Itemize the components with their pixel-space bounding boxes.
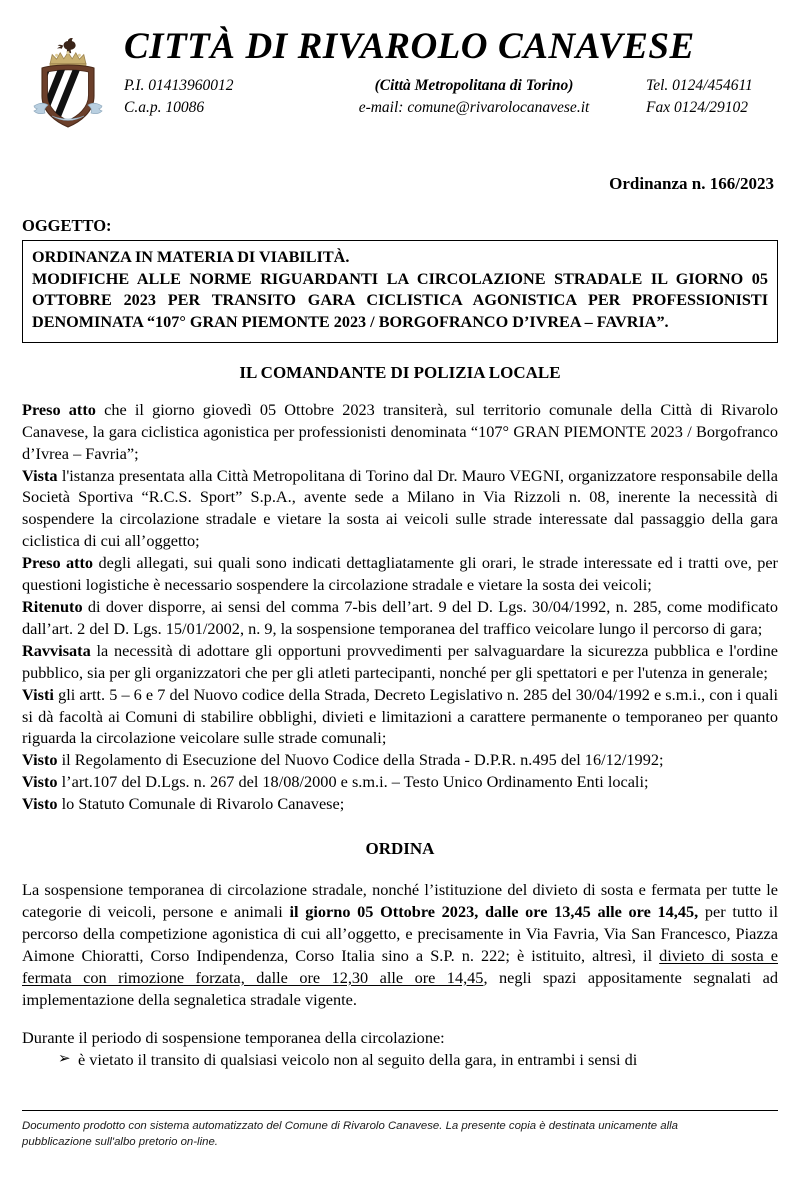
province-label: (Città Metropolitana di Torino) (374, 76, 574, 94)
preamble-text: il Regolamento di Esecuzione del Nuovo Codice della Strada - D.P.R. n.495 del 16/12/1992; (57, 750, 664, 770)
postal-code: C.a.p. 10086 (124, 99, 205, 117)
document-header (22, 0, 778, 144)
preamble-lead: Ritenuto (22, 596, 83, 616)
preamble-text: l'istanza presentata alla Città Metropolitana di Torino dal Dr. Mauro VEGNI, organizzatore responsabile della Società Sportiva “R.C.S. Sport” S.p.A., avente sede a Milano in Via Rizzoli n. 08, inerente la necessità di sospendere la circolazione stradale e vietare la sosta ai veicoli sulle strade interessate dal passaggio della gara ciclistica di cui all’oggetto; (22, 465, 778, 551)
during-intro: Durante il periodo di sospensione temporanea della circolazione: (22, 1028, 445, 1048)
order-section (22, 879, 778, 1010)
preamble-text: lo Statuto Comunale di Rivarolo Canavese; (57, 794, 345, 814)
footer-divider (22, 1110, 778, 1111)
preamble-text: l’art.107 del D.Lgs. n. 267 del 18/08/2000 e s.m.i. – Testo Unico Ordinamento Enti locali; (57, 772, 649, 792)
preamble-lead: Visto (22, 750, 58, 770)
ordinance-number: Ordinanza n. 166/2023 (609, 174, 774, 193)
title-word-canavese: CANAVESE (498, 26, 695, 67)
order-removal-underlined: divieto di sosta e fermata con rimozione forzata, dalle ore 12,30 alle ore 14,45 (22, 945, 778, 987)
contact-row-2 (124, 97, 778, 119)
preamble-lead: Visto (22, 772, 58, 792)
preamble-item (22, 640, 778, 684)
commander-heading: IL COMANDANTE DI POLIZIA LOCALE (239, 362, 561, 382)
during-bullet-list (22, 1049, 778, 1071)
preamble-text: la necessità di adottare gli opportuni provvedimenti per salvaguardare la sicurezza pubblica e l'ordine pubblico, sia per gli organizzatori che per gli atleti partecipanti, nonché per gli spettatori e per l'utenza in generale; (22, 640, 778, 682)
fax-number: Fax 0124/29102 (646, 99, 749, 117)
vat-number: P.I. 01413960012 (124, 76, 234, 94)
ordina-heading: ORDINA (365, 839, 435, 859)
preamble-item (22, 771, 778, 793)
telephone: Tel. 0124/454611 (646, 76, 753, 94)
list-item-text: è vietato il transito di qualsiasi veicolo non al seguito della gara, in entrambi i sensi di (78, 1050, 638, 1070)
order-paragraph (22, 879, 778, 1010)
order-text-part1: La sospensione temporanea di circolazione stradale, nonché l’istituzione del divieto di sosta e fermata per tutte le categorie di veicoli, persone e animali (22, 880, 778, 921)
preamble-lead: Ravvisata (22, 640, 91, 660)
title-word-rivarolo: RIVAROLO (297, 26, 489, 67)
preamble-lead: Vista (22, 465, 58, 485)
page-title (124, 28, 778, 66)
coat-of-arms-crest (22, 26, 114, 134)
preamble-item (22, 749, 778, 771)
crown-icon (50, 51, 86, 67)
order-datetime-bold: il giorno 05 Ottobre 2023, dalle ore 13,45 alle ore 14,45, (289, 901, 699, 921)
preamble-lead: Preso atto (22, 399, 96, 419)
preamble-lead: Visto (22, 794, 58, 814)
preamble-item (22, 684, 778, 750)
preamble-item (22, 596, 778, 640)
footer-line-2: pubblicazione sull'albo pretorio on-line. (22, 1135, 218, 1148)
preamble-item (22, 465, 778, 553)
preamble-lead: Visti (22, 684, 54, 704)
contact-row-1 (124, 75, 778, 97)
preamble-item (22, 552, 778, 596)
subject-box (22, 240, 778, 343)
title-word-citta: CITTÀ (124, 26, 236, 67)
subject-label: OGGETTO: (22, 216, 112, 235)
preamble-text: che il giorno giovedì 05 Ottobre 2023 transiterà, sul territorio comunale della Città di Rivarolo Canavese, la gara ciclistica agonistica per professionisti denominata “107° GRAN PIEMONTE 2023 / Borgofranco d’Ivrea – Favria”; (22, 399, 778, 463)
shield-icon (28, 64, 94, 127)
document-footer (22, 1110, 778, 1150)
subject-line-2: MODIFICHE ALLE NORME RIGUARDANTI LA CIRCOLAZIONE STRADALE IL GIORNO 05 OTTOBRE 2023 PER TRANSITO GARA CICLISTICA AGONISTICA PER PROFESSIONISTI DENOMINATA “107° GRAN PIEMONTE 2023 / BORGOFRANCO D’IVREA – FAVRIA”. (32, 269, 768, 332)
crest-icon (28, 34, 108, 134)
order-text-part3: , negli spazi appositamente segnalati ad implementazione della segnaletica stradale vigente. (22, 967, 778, 1009)
preamble-item (22, 399, 778, 465)
preamble-text: degli allegati, sui quali sono indicati dettagliatamente gli orari, le strade interessate ed i tratti ove, per questioni logistiche è necessario sospendere la circolazione stradale e vietare la sosta dei veicoli; (22, 553, 778, 595)
preamble-item (22, 793, 778, 815)
preamble-text: di dover disporre, ai sensi del comma 7-bis dell’art. 9 del D. Lgs. 30/04/1992, n. 285, come modificato dall’art. 2 del D. Lgs. 15/01/2002, n. 9, la sospensione temporanea del traffico veicolare lungo il percorso di gara; (22, 596, 778, 638)
preamble-text: gli artt. 5 – 6 e 7 del Nuovo codice della Strada, Decreto Legislativo n. 285 del 30/04/1992 e s.m.i., con i quali si dà facoltà ai Comuni di stabilire obblighi, divieti e limitazioni a carattere permanente o temporaneo per quanto riguarda la circolazione veicolare sulle strade comunali; (22, 684, 778, 748)
list-item (22, 1049, 778, 1071)
arrow-bullet-icon: ➢ (58, 1051, 71, 1068)
preamble-lead: Preso atto (22, 553, 94, 573)
preamble-section (22, 399, 778, 815)
email-address[interactable]: e-mail: comune@rivarolocanavese.it (358, 99, 590, 117)
order-text-part2: per tutto il percorso della competizione agonistica di cui all’oggetto, e precisamente in Via Favria, Via San Francesco, Piazza Aimone Chioratti, Corso Indipendenza, Corso Italia sino a S.P. n. 222; è istituito, altresì, il (22, 901, 778, 965)
footer-line-1: Documento prodotto con sistema automatizzato del Comune di Rivarolo Canavese. La presente copia è destinata unicamente alla (22, 1119, 678, 1132)
header-text-block (114, 26, 778, 120)
during-suspension-section (22, 1027, 778, 1049)
subject-line-1: ORDINANZA IN MATERIA DI VIABILITÀ. (32, 248, 350, 266)
contact-info (124, 75, 778, 120)
title-word-di: DI (245, 26, 288, 67)
